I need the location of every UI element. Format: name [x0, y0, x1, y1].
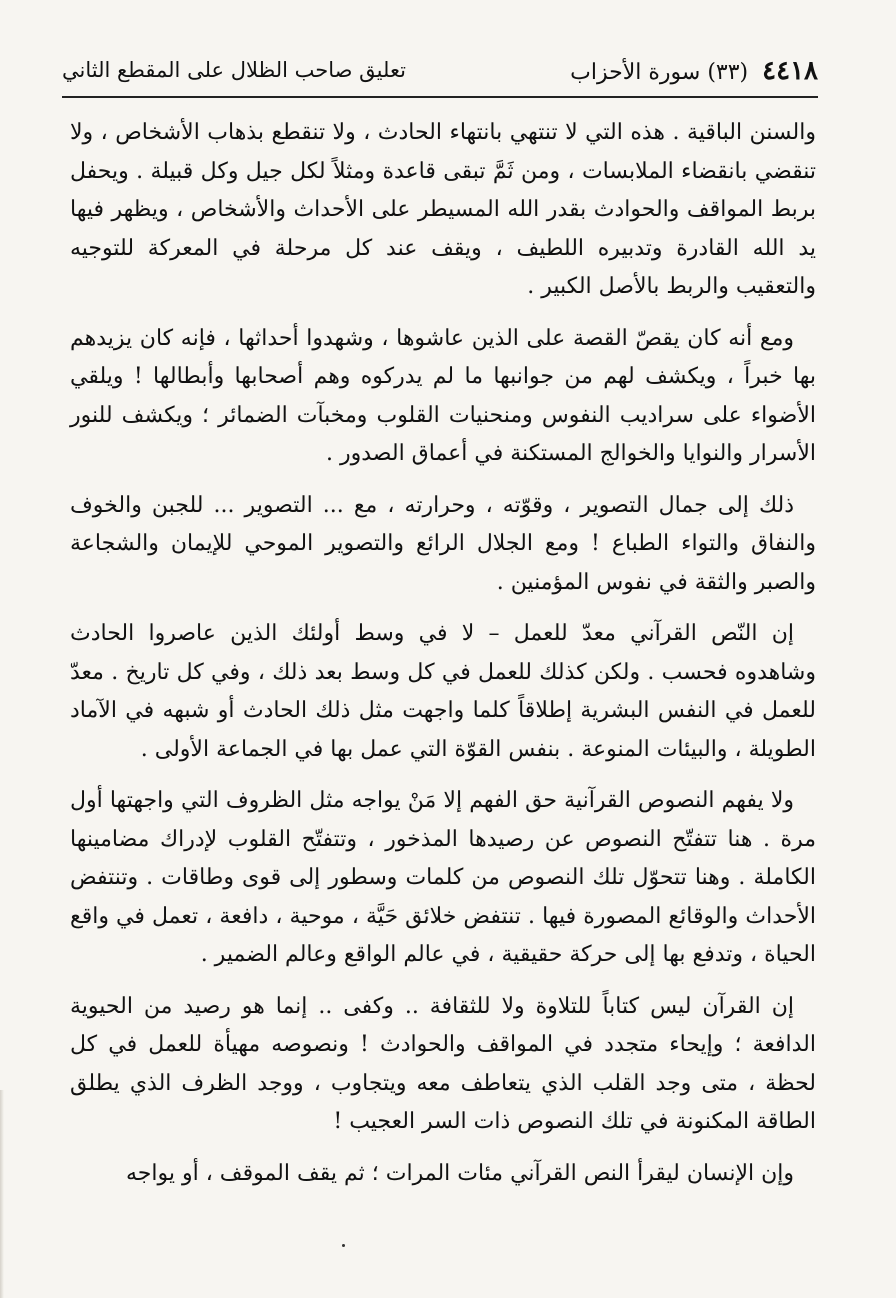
page-body: [70, 114, 816, 1224]
paragraph: إن القرآن ليس كتاباً للتلاوة ولا للثقافة .. وكفى .. إنما هو رصيد من الحيوية الدافعة ؛ وإيحاء متجدد في المواقف والحوادث ! ونصوصه مهيأة للعمل في كل لحظة ، متى وجد القلب الذي يتعاطف معه ويتجاوب ، ووجد الظرف الذي يطلق الطاقة المكنونة في تلك النصوص ذات السر العجيب !: [70, 993, 816, 1134]
paragraph: والسنن الباقية . هذه التي لا تنتهي بانتهاء الحادث ، ولا تنقطع بذهاب الأشخاص ، ولا تنقضي بانقضاء الملابسات ، ومن ثَمَّ تبقى قاعدة ومثلاً لكل جيل وكل قبيلة . ويحفل بربط المواقف والحوادث بقدر الله المسيطر على الأحداث والأشخاص ، ويظهر فيها يد الله القادرة وتدبيره اللطيف ، ويقف عند كل مرحلة في المعركة للتوجيه والتعقيب والربط بالأصل الكبير .: [70, 120, 816, 299]
paragraph: ولا يفهم النصوص القرآنية حق الفهم إلا مَنْ يواجه مثل الظروف التي واجهتها أول مرة . هنا تتفتّح النصوص عن رصيدها المذخور ، وتتفتّح القلوب لإدراك مضامينها الكاملة . وهنا تتحوّل تلك النصوص من كلمات وسطور إلى قوى وطاقات . وتنتفض الأحداث والوقائع المصورة فيها . تنتفض خلائق حَيَّة ، موحية ، دافعة ، تعمل في واقع الحياة ، وتدفع بها إلى حركة حقيقية ، في عالم الواقع وعالم الضمير .: [70, 788, 816, 967]
speck-mark: [342, 1244, 345, 1247]
page-number: ٤٤١٨: [762, 56, 818, 86]
paragraph: إن النّص القرآني معدّ للعمل – لا في وسط أولئك الذين عاصروا الحادث وشاهدوه فحسب . ولكن كذلك للعمل في كل وسط بعد ذلك ، وفي كل تاريخ . معدّ للعمل في النفس البشرية إطلاقاً كلما واجهت مثل ذلك الحادث أو شبهه في الآماد الطويلة ، والبيئات المنوعة . بنفس القوّة التي عمل بها في الجماعة الأولى .: [70, 621, 816, 762]
header-right: [570, 56, 818, 86]
paragraph: وإن الإنسان ليقرأ النص القرآني مئات المرات ؛ ثم يقف الموقف ، أو يواجه: [126, 1160, 794, 1186]
surah-label: (٣٣) سورة الأحزاب: [570, 60, 749, 85]
paragraph: ومع أنه كان يقصّ القصة على الذين عاشوها ، وشهدوا أحداثها ، فإنه كان يزيدهم بها خبراً ، ويكشف لهم من جوانبها ما لم يدركوه وهم أصحابها وأبطالها ! ويلقي الأضواء على سراديب النفوس ومنحنيات القلوب ومخبآت الضمائر ؛ ويكشف للنور الأسرار والنوايا والخوالج المستكنة في أعماق الصدور .: [70, 325, 816, 466]
header-rule: [62, 96, 818, 98]
section-title: تعليق صاحب الظلال على المقطع الثاني: [62, 58, 406, 82]
running-header: [62, 54, 818, 94]
page-edge-shadow: [0, 1090, 4, 1298]
paragraph: ذلك إلى جمال التصوير ، وقوّته ، وحرارته ، مع ... التصوير ... للجبن والخوف والنفاق والتواء الطباع ! ومع الجلال الرائع والتصوير الموحي للإيمان والشجاعة والصبر والثقة في نفوس المؤمنين .: [70, 492, 816, 595]
